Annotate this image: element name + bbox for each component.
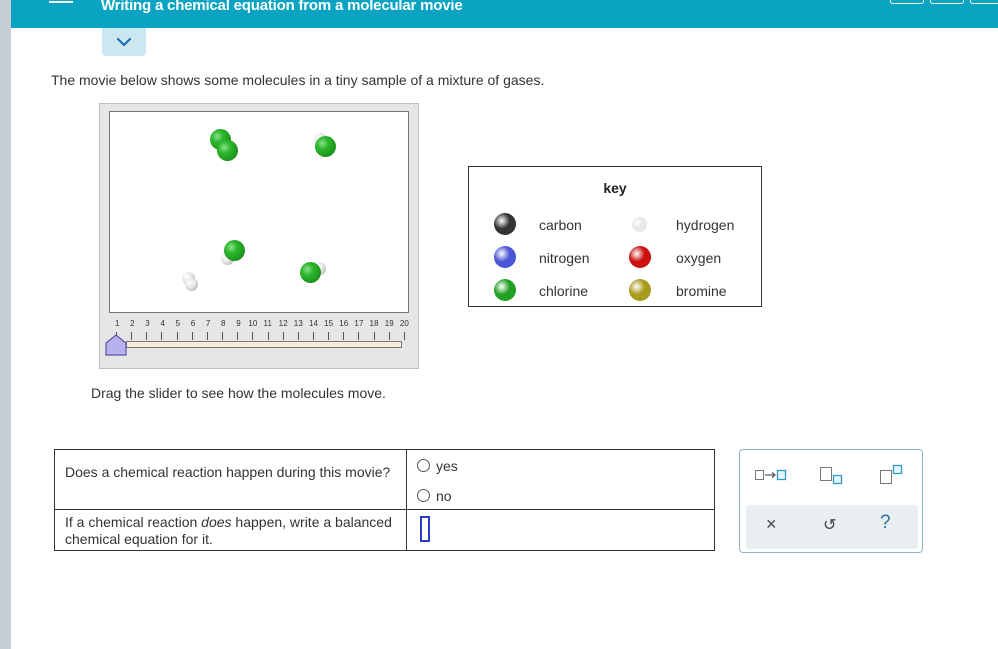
carbon-swatch (494, 213, 516, 235)
header-bar (11, 0, 998, 28)
drag-hint: Drag the slider to see how the molecules move. (91, 385, 386, 401)
frame-label: 17 (354, 319, 364, 328)
header-tab-3[interactable] (970, 0, 998, 4)
frame-tick (328, 332, 329, 340)
frame-tick (237, 332, 238, 340)
superscript-icon[interactable] (878, 462, 908, 486)
header-tab-2[interactable] (930, 0, 964, 4)
frame-label: 12 (278, 319, 288, 328)
frame-tick (252, 332, 253, 340)
frame-label: 9 (236, 319, 241, 328)
oxygen-swatch (629, 246, 651, 268)
help-icon[interactable]: ? (880, 512, 891, 533)
frame-label: 6 (190, 319, 196, 328)
frame-label: 5 (175, 319, 181, 328)
frame-tick (268, 332, 269, 340)
page-title: Writing a chemical equation from a molecular movie (101, 0, 463, 14)
radio-yes[interactable] (417, 459, 430, 472)
frame-tick (298, 332, 299, 340)
frame-label: 15 (324, 319, 334, 328)
frame-tick (146, 332, 147, 340)
arrow-reaction-icon[interactable] (754, 466, 792, 484)
frame-label: 14 (308, 319, 319, 328)
radio-no[interactable] (417, 489, 430, 502)
subscript-icon[interactable] (818, 464, 848, 486)
chlorine-atom (315, 136, 336, 157)
radio-yes-label[interactable]: yes (436, 458, 458, 474)
menu-icon[interactable] (49, 1, 73, 3)
frame-label: 20 (399, 319, 409, 328)
atom-key (468, 166, 762, 307)
equation-answer-input[interactable] (420, 516, 430, 542)
clear-icon[interactable]: × (766, 514, 777, 534)
key-label-carbon: carbon (539, 217, 582, 233)
frame-label: 4 (160, 319, 165, 328)
frame-tick (313, 332, 314, 340)
frame-tick (177, 332, 178, 340)
chevron-down-icon (102, 28, 146, 56)
question-2-prefix: If a chemical reaction (65, 514, 202, 530)
key-label-oxygen: oxygen (676, 250, 722, 266)
hydrogen-swatch (632, 217, 647, 232)
chlorine-swatch (494, 279, 516, 301)
key-label-bromine: bromine (676, 283, 727, 299)
frame-tick (343, 332, 344, 340)
header-tab-1[interactable] (890, 0, 924, 4)
chlorine-atom (224, 240, 245, 261)
question-2-suffix: happen, write a balanced chemical equation for it. (65, 514, 392, 547)
frame-label: 16 (339, 319, 349, 328)
frame-tick (389, 332, 390, 340)
frame-label: 1 (115, 319, 120, 328)
frame-tick (222, 332, 223, 340)
undo-icon[interactable]: ↺ (823, 517, 837, 534)
chlorine-atom (300, 262, 321, 283)
hydrogen-atom (185, 278, 198, 291)
frame-label: 18 (369, 319, 379, 328)
chlorine-atom (217, 140, 238, 161)
equation-tool-palette (739, 449, 923, 553)
question-2-emphasis: does (201, 514, 232, 530)
question-table (54, 449, 715, 551)
left-rail (0, 0, 11, 649)
frame-label: 10 (248, 319, 258, 328)
frame-slider-handle[interactable] (105, 334, 127, 356)
question-2-text (65, 514, 395, 548)
frame-label: 8 (221, 319, 226, 328)
molecular-movie (99, 103, 419, 369)
question-1-text: Does a chemical reaction happen during this movie? (65, 464, 391, 480)
bromine-swatch (629, 279, 651, 301)
frame-tick (161, 332, 162, 340)
frame-tick (131, 332, 132, 340)
key-label-hydrogen: hydrogen (676, 217, 735, 233)
frame-tick (283, 332, 284, 340)
frame-tick (374, 332, 375, 340)
frame-tick-marks (116, 332, 402, 341)
frame-tick (207, 332, 208, 340)
frame-slider-track[interactable] (126, 341, 402, 348)
frame-tick (358, 332, 359, 340)
expand-button[interactable] (102, 28, 146, 56)
frame-label: 13 (293, 319, 303, 328)
nitrogen-swatch (494, 246, 516, 268)
table-divider (406, 450, 407, 550)
frame-label: 7 (205, 319, 211, 328)
frame-tick (192, 332, 193, 340)
frame-tick (404, 332, 405, 340)
problem-prompt: The movie below shows some molecules in a tiny sample of a mixture of gases. (51, 72, 545, 88)
key-title: key (603, 180, 627, 196)
key-label-nitrogen: nitrogen (539, 250, 590, 266)
key-label-chlorine: chlorine (539, 283, 589, 299)
frame-label: 11 (263, 319, 273, 328)
radio-no-label[interactable]: no (436, 488, 452, 504)
frame-label: 2 (130, 319, 135, 328)
frame-label: 19 (384, 319, 394, 328)
frame-label: 3 (145, 319, 150, 328)
movie-screen (109, 111, 409, 313)
